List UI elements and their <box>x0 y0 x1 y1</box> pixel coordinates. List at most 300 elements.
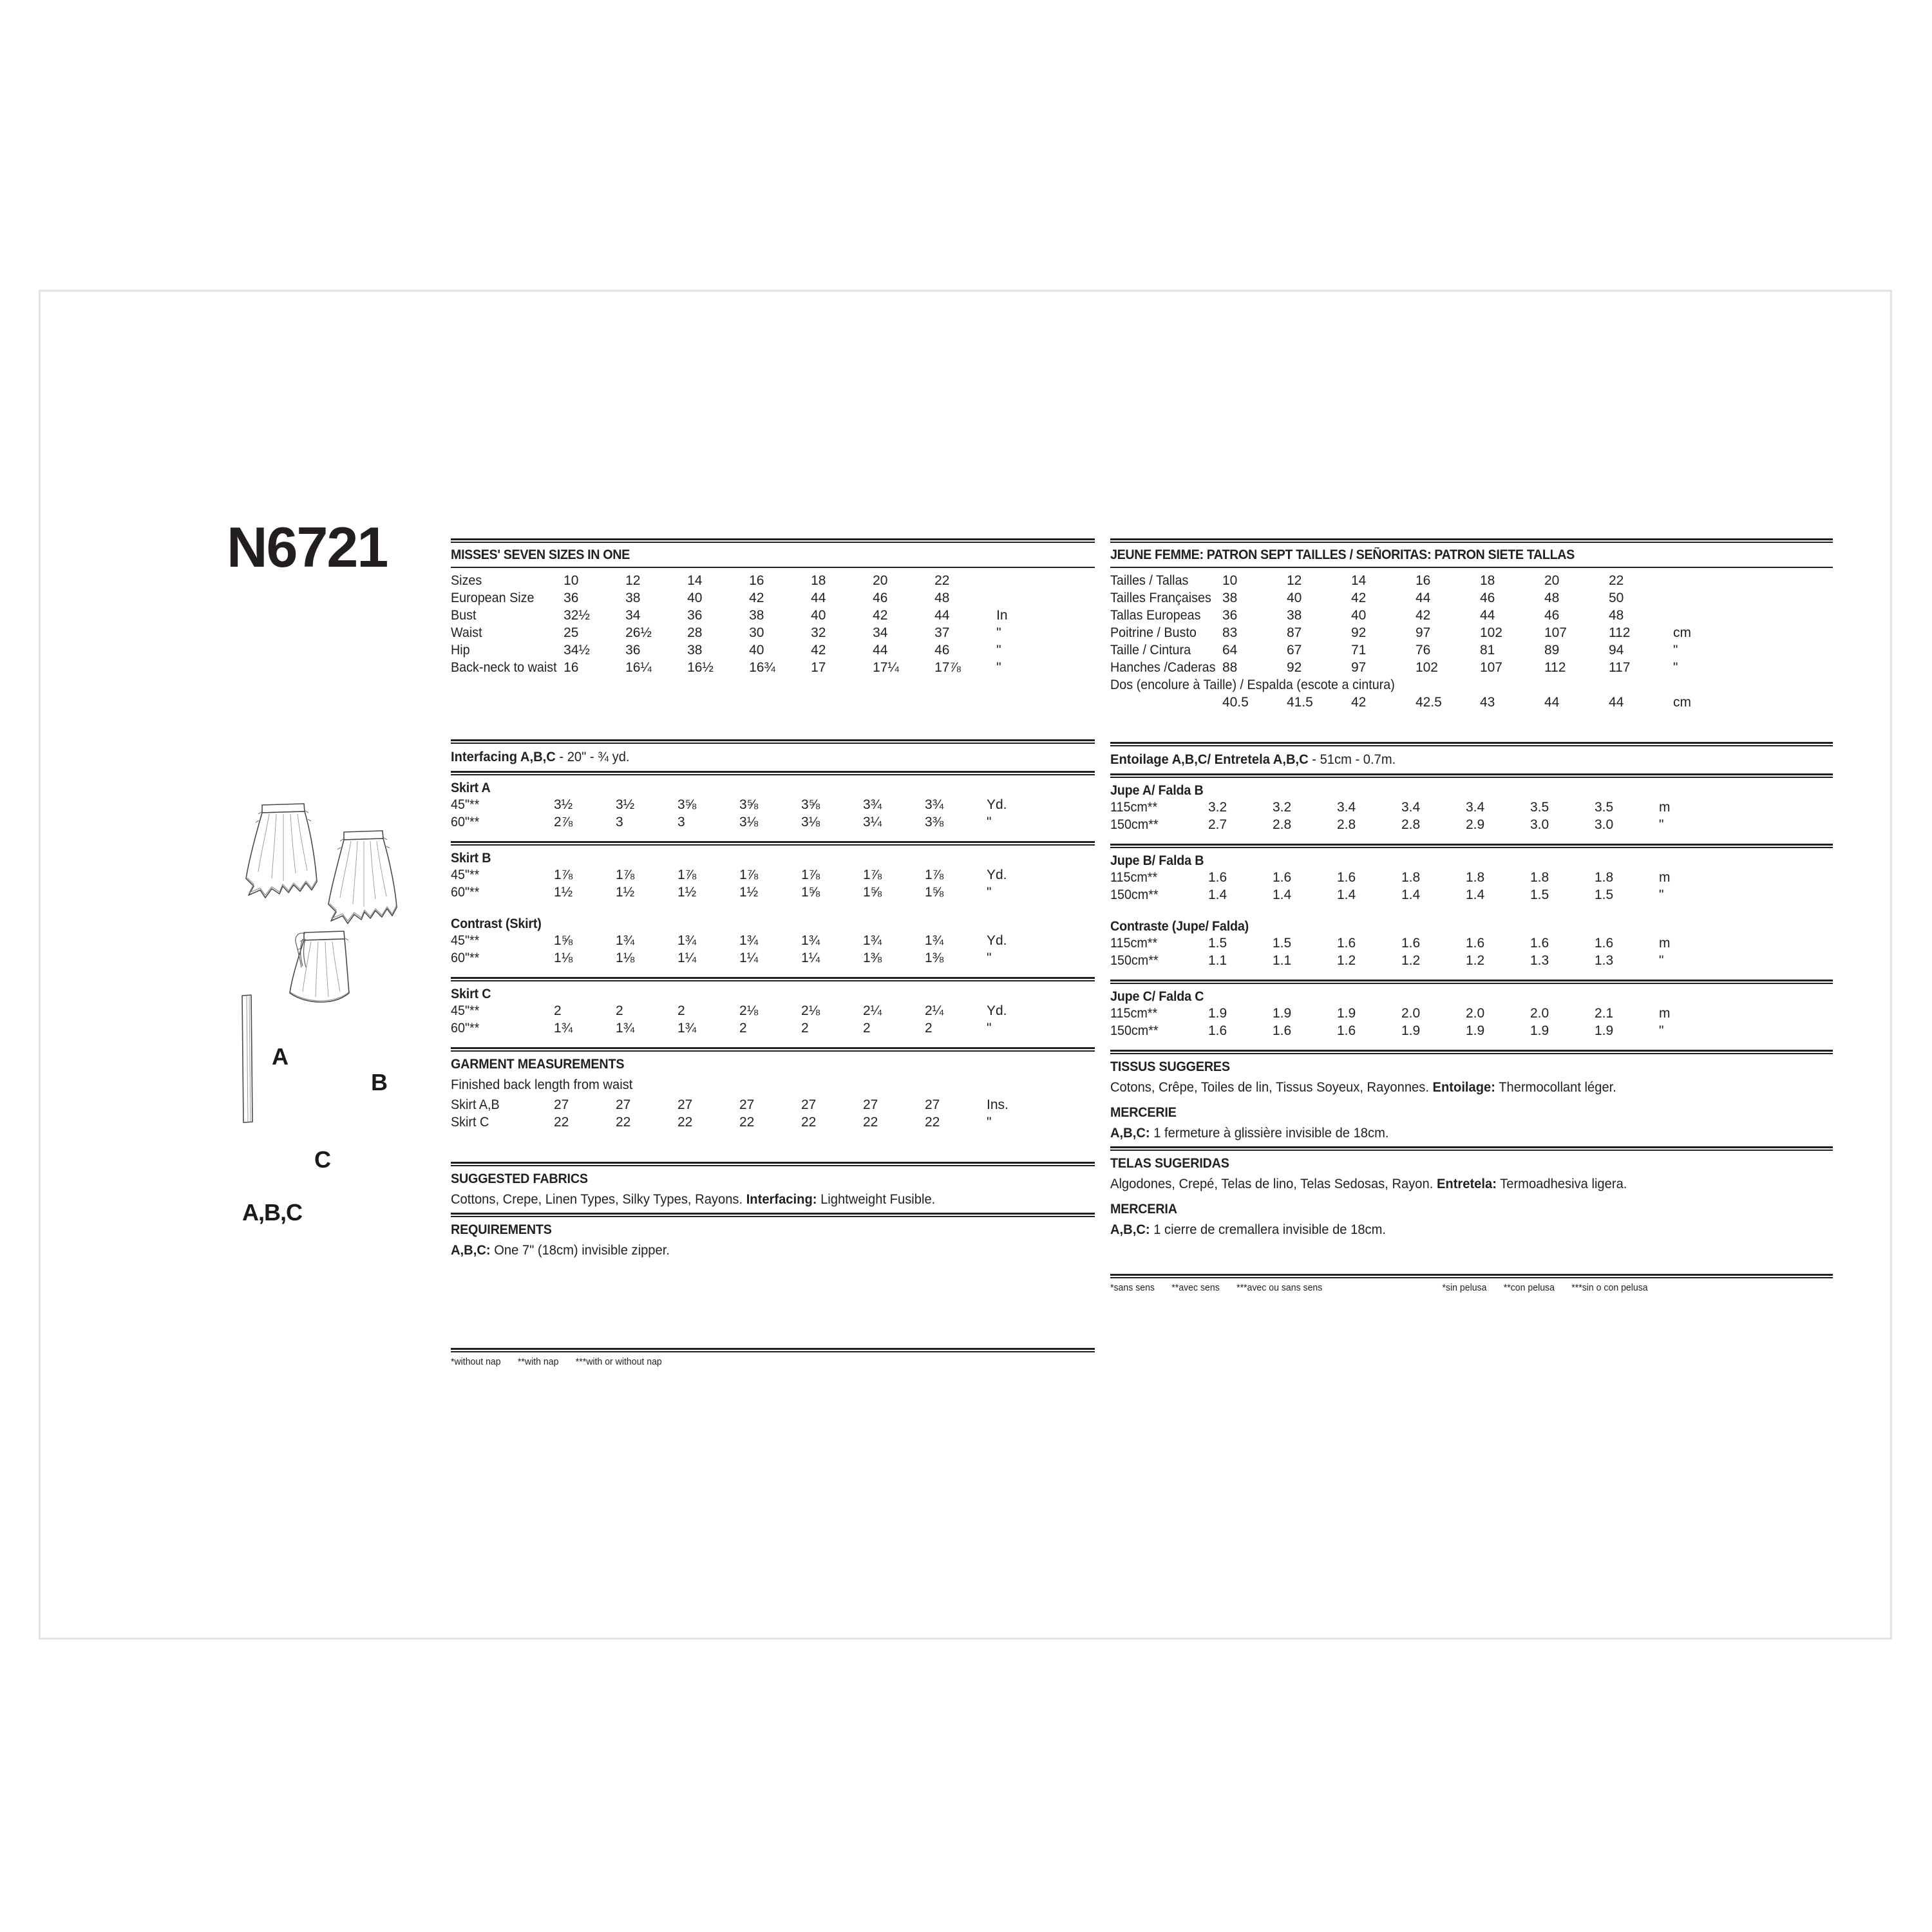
interfacing-sub-label: Interfacing: <box>746 1192 817 1208</box>
row-unit: " <box>996 625 1001 641</box>
row-value: 38 <box>687 643 703 658</box>
row-value: 46 <box>934 643 950 658</box>
row-value: 107 <box>1544 625 1567 641</box>
row-value: 2.7 <box>1208 817 1227 832</box>
row-value: 1¾ <box>863 933 882 948</box>
divider-above-telas-right <box>1110 1146 1833 1151</box>
fabric-yardage-row <box>451 951 1012 968</box>
row-value: 1.1 <box>1273 952 1292 968</box>
entretela-sub-label: Entretela: <box>1436 1176 1497 1191</box>
row-label: 150cm** <box>1110 887 1159 902</box>
row-unit: " <box>987 1020 992 1036</box>
row-value: 97 <box>1415 625 1431 641</box>
row-value: 20 <box>873 573 888 589</box>
row-value: 1⅛ <box>616 950 635 965</box>
fabric-group-title: Contraste (Jupe/ Falda) <box>1110 918 1249 934</box>
fabric-yardage-row <box>451 797 1012 815</box>
row-value: 3⅛ <box>801 814 820 829</box>
row-value: 1.5 <box>1208 935 1227 951</box>
row-value: 27 <box>554 1097 569 1113</box>
row-value: 3 <box>677 814 685 829</box>
row-value: 16½ <box>687 660 714 676</box>
row-label: Waist <box>451 625 482 641</box>
row-value: 1.6 <box>1466 935 1485 951</box>
size-chart-row <box>1110 660 1701 677</box>
row-label: Taille / Cintura <box>1110 643 1191 658</box>
size-chart-row <box>1110 695 1701 712</box>
row-label: 150cm** <box>1110 817 1159 832</box>
row-value: 1⅞ <box>677 867 697 882</box>
row-value: 102 <box>1479 625 1502 641</box>
row-unit: Ins. <box>987 1097 1009 1113</box>
footnotes-french-spanish <box>1110 1278 1790 1293</box>
size-chart-row <box>1110 643 1701 660</box>
divider-above-interfacing-left <box>451 739 1095 744</box>
divider-above-footnotes-left <box>451 1348 1095 1352</box>
row-value: 1¾ <box>677 1020 697 1036</box>
row-value: 83 <box>1222 625 1238 641</box>
size-chart-row <box>451 625 1022 643</box>
row-label: Hanches /Caderas <box>1110 660 1216 676</box>
row-value: 1.8 <box>1466 869 1485 885</box>
row-value: 10 <box>1222 573 1238 589</box>
row-value: 44 <box>1415 591 1431 606</box>
row-value: 48 <box>1544 591 1560 606</box>
figure-skirt-a <box>246 804 317 898</box>
row-value: 1.3 <box>1595 952 1614 968</box>
row-value: 2 <box>801 1020 809 1036</box>
row-label <box>1110 695 1222 712</box>
footnote-spanish: **con pelusa <box>1503 1282 1555 1293</box>
fabric-yardage-row <box>1110 936 1687 953</box>
row-unit <box>996 573 1022 591</box>
row-value: 102 <box>1415 660 1438 676</box>
merceria-views-label: A,B,C: <box>1110 1222 1150 1238</box>
row-unit: m <box>1659 935 1671 951</box>
row-value: 2¼ <box>863 1003 882 1018</box>
mercerie-notions: 1 fermeture à glissière invisible de 18cm. <box>1150 1126 1389 1141</box>
row-value: 1.6 <box>1337 1023 1356 1038</box>
fabric-requirements-english <box>451 775 1095 1052</box>
row-value: 1.9 <box>1337 1005 1356 1021</box>
row-label: 60"** <box>451 814 480 829</box>
row-value: 22 <box>616 1115 631 1130</box>
row-value: 1.5 <box>1530 887 1549 902</box>
row-value: 22 <box>677 1115 693 1130</box>
divider-between-fabric-groups <box>1110 1050 1833 1054</box>
row-value: 34½ <box>564 643 590 658</box>
row-value: 36 <box>1222 608 1238 623</box>
size-chart-row <box>451 573 1022 591</box>
row-unit: " <box>1672 643 1678 658</box>
merceria-text <box>1110 1218 1804 1243</box>
row-value: 41.5 <box>1286 695 1313 710</box>
mercerie-title: MERCERIE <box>1110 1105 1177 1121</box>
row-value: 2.9 <box>1466 817 1485 832</box>
footnote: **with nap <box>517 1356 559 1368</box>
row-value: 1⅝ <box>554 933 573 948</box>
row-label: 60"** <box>451 1020 480 1036</box>
row-unit <box>1673 608 1701 625</box>
row-value: 1.6 <box>1208 1023 1227 1038</box>
row-value: 1⅜ <box>925 950 944 965</box>
merceria-title: MERCERIA <box>1110 1202 1177 1217</box>
row-value: 1¾ <box>739 933 759 948</box>
row-value: 112 <box>1608 625 1631 641</box>
row-unit: Yd. <box>987 933 1007 948</box>
row-value: 36 <box>687 608 703 623</box>
row-unit: m <box>1659 869 1671 885</box>
row-value: 43 <box>1479 695 1495 710</box>
row-value: 117 <box>1608 660 1631 676</box>
row-value: 27 <box>739 1097 755 1113</box>
row-value: 3 <box>616 814 623 829</box>
row-value: 1⅝ <box>863 884 882 900</box>
row-value: 38 <box>1222 591 1238 606</box>
entretela-sub-value: Termoadhesiva ligera. <box>1496 1176 1627 1191</box>
row-value: 27 <box>801 1097 817 1113</box>
row-value: 1.6 <box>1337 869 1356 885</box>
row-unit: " <box>1672 660 1678 676</box>
row-unit: " <box>987 950 992 965</box>
merceria-notions: 1 cierre de cremallera invisible de 18cm. <box>1150 1222 1387 1238</box>
row-value: 92 <box>1350 625 1367 641</box>
divider-above-interfacing-right <box>1110 742 1833 746</box>
suggested-fabrics-list: Cottons, Crepe, Linen Types, Silky Types, Rayons. <box>451 1192 746 1208</box>
tissus-suggeres-title: TISSUS SUGGERES <box>1110 1059 1230 1074</box>
fabric-yardage-row <box>1110 817 1687 835</box>
left-column-title: MISSES' SEVEN SIZES IN ONE <box>451 547 630 562</box>
row-value: 1½ <box>616 884 635 900</box>
requirements-title: REQUIREMENTS <box>451 1222 552 1237</box>
row-value: 1⅜ <box>863 950 882 965</box>
row-value: 1⅞ <box>739 867 759 882</box>
size-chart-row <box>451 660 1022 677</box>
mercerie-views-label: A,B,C: <box>1110 1126 1150 1141</box>
fabric-group-title: Skirt B <box>451 850 491 866</box>
row-value: 81 <box>1479 643 1495 658</box>
row-value: 97 <box>1350 660 1367 676</box>
divider-between-fabric-groups <box>451 1047 1095 1052</box>
row-label: Skirt C <box>451 1115 489 1130</box>
row-value: 112 <box>1544 660 1566 676</box>
row-label: Skirt A,B <box>451 1097 500 1113</box>
row-value: 2⅞ <box>554 814 573 829</box>
row-value: 42 <box>873 608 888 623</box>
telas-list: Algodones, Crepé, Telas de lino, Telas Sedosas, Rayon. <box>1110 1176 1437 1191</box>
figure-label-c: C <box>314 1146 330 1173</box>
fabric-group-title: Jupe A/ Falda B <box>1110 782 1204 798</box>
row-value: 1⅞ <box>554 867 573 882</box>
row-unit: " <box>996 643 1001 658</box>
row-label: 60"** <box>451 884 480 900</box>
row-value: 2¼ <box>925 1003 944 1018</box>
row-value: 2.0 <box>1401 1005 1421 1021</box>
row-label: Hip <box>451 643 470 658</box>
row-value: 42 <box>1350 695 1367 710</box>
interfacing-line-english <box>451 744 1069 770</box>
right-column-title: JEUNE FEMME: PATRON SEPT TAILLES / SEÑORITAS: PATRON SIETE TALLAS <box>1110 547 1575 562</box>
fabric-group-title: Skirt A <box>451 780 491 795</box>
requirements-text <box>451 1239 1069 1264</box>
size-chart-row <box>1110 625 1701 643</box>
figure-label-abc: A,B,C <box>242 1199 302 1226</box>
row-value: 44 <box>1544 695 1560 710</box>
row-value: 22 <box>1608 573 1624 589</box>
row-label: 150cm** <box>1110 952 1159 968</box>
row-value: 92 <box>1286 660 1302 676</box>
row-value: 22 <box>739 1115 755 1130</box>
row-value: 1.8 <box>1530 869 1549 885</box>
suggested-fabrics-text <box>451 1188 1069 1213</box>
row-value: 94 <box>1608 643 1624 658</box>
row-unit: " <box>987 1115 992 1130</box>
divider-top-right <box>1110 538 1833 543</box>
row-unit: " <box>1659 817 1664 832</box>
row-value: 1¾ <box>801 933 820 948</box>
row-value: 64 <box>1222 643 1238 658</box>
row-value: 1⅛ <box>554 950 573 965</box>
row-value: 34 <box>873 625 888 641</box>
row-value: 3⅝ <box>801 797 820 812</box>
entoilage-value: - 51cm - 0.7m. <box>1308 752 1396 768</box>
row-value: 2.8 <box>1273 817 1292 832</box>
row-label: 115cm** <box>1110 935 1158 951</box>
fabric-yardage-row <box>451 933 1012 951</box>
row-value: 3.0 <box>1530 817 1549 832</box>
row-value: 17 <box>811 660 826 676</box>
figure-tie-abc <box>242 995 252 1122</box>
row-value: 38 <box>749 608 764 623</box>
row-value: 1.4 <box>1273 887 1292 902</box>
row-unit <box>1673 591 1701 608</box>
row-value: 1⅝ <box>801 884 820 900</box>
row-value: 1.9 <box>1208 1005 1227 1021</box>
size-chart-table-english <box>451 573 1022 677</box>
fabric-requirements-metric <box>1110 778 1833 1054</box>
row-value: 1¼ <box>739 950 759 965</box>
row-value: 3.0 <box>1595 817 1614 832</box>
row-value: 16 <box>564 660 579 676</box>
row-label: 115cm** <box>1110 799 1158 815</box>
row-value: 1.6 <box>1595 935 1614 951</box>
row-label: 115cm** <box>1110 1005 1158 1021</box>
row-value: 3.5 <box>1595 799 1614 815</box>
footnote-spanish: ***sin o con pelusa <box>1571 1282 1648 1293</box>
divider-below-interfacing-right <box>1110 773 1833 778</box>
footnote-french: *sans sens <box>1110 1282 1155 1293</box>
row-value: 76 <box>1415 643 1431 658</box>
row-unit <box>1673 573 1701 591</box>
row-value: 1.5 <box>1595 887 1614 902</box>
row-value: 1.6 <box>1273 1023 1292 1038</box>
row-unit <box>996 591 1022 608</box>
row-value: 3.4 <box>1401 799 1421 815</box>
row-label: 45"** <box>451 933 480 948</box>
row-value: 18 <box>1479 573 1495 589</box>
row-value: 2.8 <box>1401 817 1421 832</box>
row-value: 3⅜ <box>925 814 944 829</box>
footnote-spanish: *sin pelusa <box>1442 1282 1487 1293</box>
row-value: 1¼ <box>677 950 697 965</box>
row-value: 25 <box>564 625 579 641</box>
row-value: 3.4 <box>1466 799 1485 815</box>
row-value: 34 <box>625 608 641 623</box>
row-value: 67 <box>1286 643 1302 658</box>
row-value: 16¾ <box>749 660 775 676</box>
row-value: 16 <box>1415 573 1431 589</box>
row-value: 1.1 <box>1208 952 1227 968</box>
row-value: 1.9 <box>1273 1005 1292 1021</box>
interfacing-sub-value: Lightweight Fusible. <box>817 1192 936 1208</box>
row-value: 27 <box>616 1097 631 1113</box>
row-value: 44 <box>934 608 950 623</box>
divider-above-fabrics-left <box>451 1162 1095 1166</box>
row-value: 1¾ <box>554 1020 573 1036</box>
row-label: 45"** <box>451 1003 480 1018</box>
row-value: 107 <box>1479 660 1502 676</box>
row-value: 2⅛ <box>801 1003 820 1018</box>
row-value: 3.2 <box>1273 799 1292 815</box>
row-label: 45"** <box>451 797 480 812</box>
row-value: 44 <box>1479 608 1495 623</box>
figure-skirt-c <box>290 931 349 1002</box>
divider-between-fabric-groups <box>1110 980 1833 984</box>
figure-label-b: B <box>371 1069 387 1095</box>
fabric-yardage-row <box>451 885 1012 902</box>
row-value: 1.4 <box>1208 887 1227 902</box>
row-value: 1¾ <box>616 1020 635 1036</box>
row-value: 40 <box>749 643 764 658</box>
row-value: 17⅞ <box>934 660 961 676</box>
row-value: 1⅞ <box>616 867 635 882</box>
row-unit: " <box>1659 887 1664 902</box>
pattern-number: N6721 <box>227 515 388 579</box>
row-value: 1.4 <box>1337 887 1356 902</box>
row-value: 3½ <box>616 797 635 812</box>
row-value: 3⅝ <box>739 797 759 812</box>
fabric-group-title: Contrast (Skirt) <box>451 916 542 931</box>
row-value: 2 <box>739 1020 747 1036</box>
row-label: Tailles / Tallas <box>1110 573 1189 589</box>
fabric-yardage-row <box>1110 1006 1687 1023</box>
fabric-group-title: Jupe B/ Falda B <box>1110 853 1204 868</box>
row-value: 1.4 <box>1401 887 1421 902</box>
row-label: Back-neck to waist <box>451 660 557 676</box>
row-unit: Yd. <box>987 797 1007 812</box>
row-value: 2 <box>616 1003 623 1018</box>
row-value: 2⅛ <box>739 1003 759 1018</box>
requirements-views-label: A,B,C: <box>451 1242 491 1258</box>
row-value: 27 <box>677 1097 693 1113</box>
back-neck-wrap-label: Dos (encolure à Taille) / Espalda (escote a cintura) <box>1110 677 1395 693</box>
fabric-yardage-table <box>1110 870 1687 905</box>
row-value: 40 <box>1286 591 1302 606</box>
row-value: 2 <box>863 1020 871 1036</box>
row-value: 3¼ <box>863 814 882 829</box>
row-value: 1.9 <box>1466 1023 1485 1038</box>
french-spanish-column <box>1110 538 1833 1293</box>
row-value: 88 <box>1222 660 1238 676</box>
fabric-yardage-row <box>1110 887 1687 905</box>
row-label: 45"** <box>451 867 480 882</box>
size-chart-row <box>1110 608 1701 625</box>
fabric-yardage-row <box>1110 870 1687 887</box>
row-unit: m <box>1659 799 1671 815</box>
size-chart-table-metric <box>1110 573 1701 712</box>
row-unit: " <box>1659 1023 1664 1038</box>
row-value: 42.5 <box>1415 695 1442 710</box>
row-value: 1.8 <box>1401 869 1421 885</box>
row-label: European Size <box>451 591 535 606</box>
row-value: 32½ <box>564 608 590 623</box>
row-value: 1¾ <box>925 933 944 948</box>
row-value: 1.2 <box>1466 952 1485 968</box>
row-value: 3¾ <box>925 797 944 812</box>
row-value: 44 <box>873 643 888 658</box>
size-chart-row <box>451 643 1022 660</box>
row-value: 40 <box>811 608 826 623</box>
garment-measurements-subtitle: Finished back length from waist <box>451 1077 633 1092</box>
row-value: 42 <box>749 591 764 606</box>
row-value: 38 <box>625 591 641 606</box>
garment-measurements-table <box>451 1097 1012 1132</box>
size-chart-wrap-label-row <box>1110 677 1701 695</box>
row-value: 42 <box>1415 608 1431 623</box>
interfacing-value: - 20" - ¾ yd. <box>555 750 630 765</box>
row-label: Tallas Europeas <box>1110 608 1201 623</box>
row-unit: " <box>1659 952 1664 968</box>
row-label: Sizes <box>451 573 482 589</box>
row-value: 1¼ <box>801 950 820 965</box>
row-value: 22 <box>801 1115 817 1130</box>
row-value: 28 <box>687 625 703 641</box>
row-unit: " <box>987 814 992 829</box>
divider-above-footnotes-right <box>1110 1274 1833 1278</box>
row-value: 87 <box>1286 625 1302 641</box>
row-value: 37 <box>934 625 950 641</box>
telas-sugeridas-text <box>1110 1173 1804 1197</box>
row-value: 10 <box>564 573 579 589</box>
row-value: 17¼ <box>873 660 899 676</box>
fabric-group-title: Jupe C/ Falda C <box>1110 989 1204 1004</box>
row-value: 1½ <box>554 884 573 900</box>
row-unit: Yd. <box>987 867 1007 882</box>
requirements-notions: One 7" (18cm) invisible zipper. <box>490 1242 670 1258</box>
row-value: 1.9 <box>1530 1023 1549 1038</box>
row-value: 1⅞ <box>863 867 882 882</box>
row-unit: cm <box>1672 695 1691 710</box>
row-value: 38 <box>1286 608 1302 623</box>
fabric-yardage-table <box>451 933 1012 968</box>
row-label: 150cm** <box>1110 1023 1159 1038</box>
footnote: ***with or without nap <box>575 1356 662 1368</box>
divider-above-requirements-left <box>451 1213 1095 1217</box>
fabric-yardage-row <box>451 1003 1012 1021</box>
row-value: 2.0 <box>1466 1005 1485 1021</box>
mercerie-text <box>1110 1122 1804 1146</box>
row-value: 40.5 <box>1222 695 1249 710</box>
tissus-list: Cotons, Crêpe, Toiles de lin, Tissus Soyeux, Rayonnes. <box>1110 1079 1433 1095</box>
row-value: 1½ <box>739 884 759 900</box>
fabric-yardage-table <box>1110 800 1687 835</box>
fabric-yardage-row <box>451 867 1012 885</box>
row-value: 1.9 <box>1595 1023 1614 1038</box>
fabric-yardage-row <box>1110 953 1687 971</box>
tissus-suggeres-text <box>1110 1076 1804 1101</box>
row-value: 3.2 <box>1208 799 1227 815</box>
garment-illustrations <box>232 792 451 1243</box>
